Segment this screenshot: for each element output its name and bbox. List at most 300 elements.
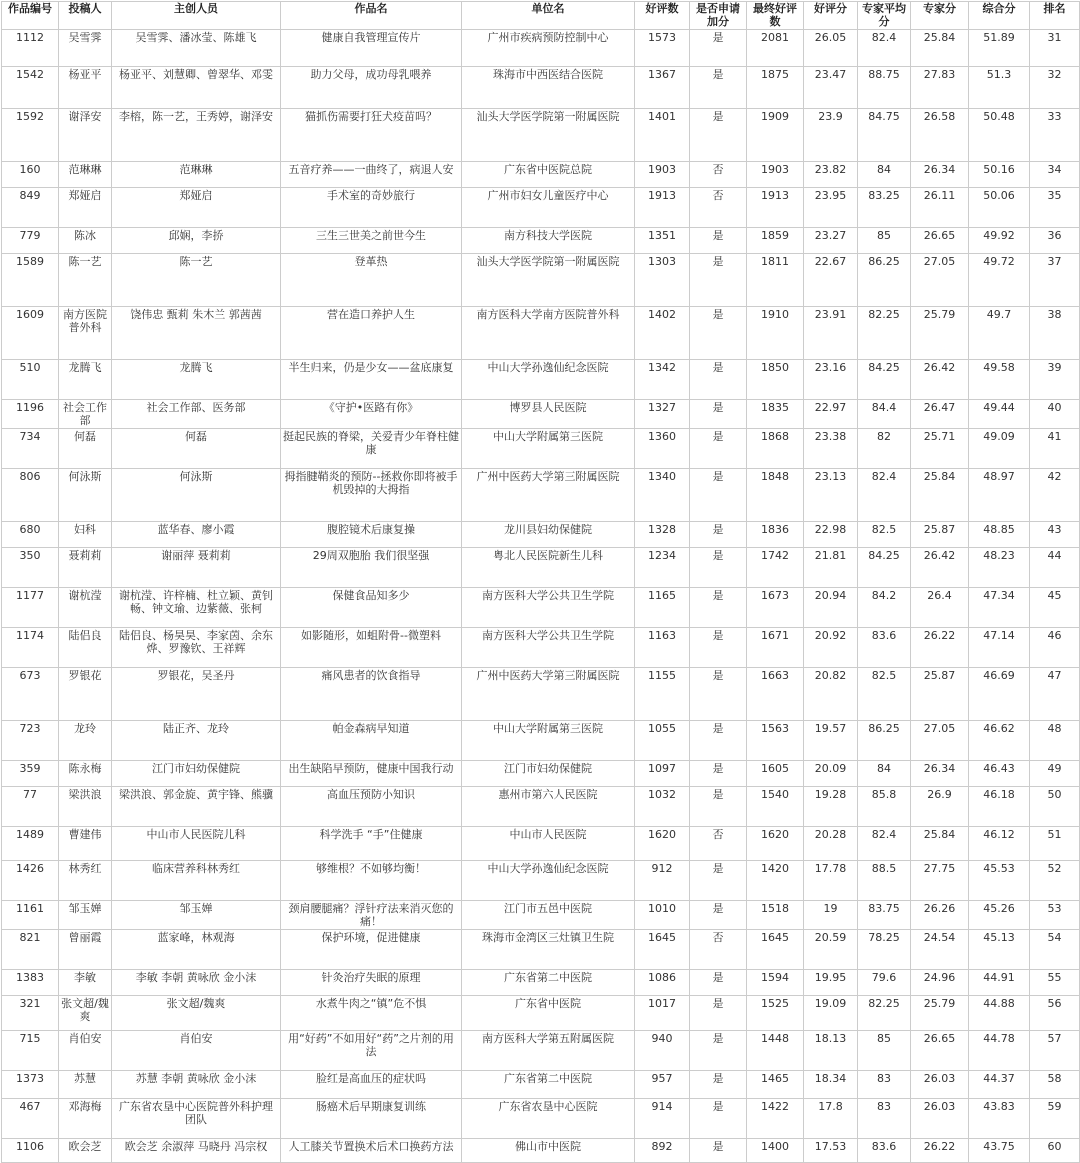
cell-rank: 59 bbox=[1030, 1099, 1080, 1139]
cell-rank: 51 bbox=[1030, 827, 1080, 861]
cell-likes: 892 bbox=[635, 1139, 690, 1163]
cell-likes: 914 bbox=[635, 1099, 690, 1139]
cell-final-likes: 1836 bbox=[747, 522, 804, 548]
cell-final-likes: 1518 bbox=[747, 901, 804, 930]
cell-likes: 1645 bbox=[635, 930, 690, 970]
cell-creators: 龙腾飞 bbox=[112, 360, 281, 400]
table-row bbox=[2, 901, 1080, 930]
cell-expert-avg: 84 bbox=[858, 162, 911, 188]
cell-like-score: 21.81 bbox=[804, 548, 858, 588]
cell-final-likes: 1620 bbox=[747, 827, 804, 861]
cell-final-likes: 1563 bbox=[747, 721, 804, 761]
table-row bbox=[2, 30, 1080, 67]
table-row bbox=[2, 1071, 1080, 1099]
table-row bbox=[2, 522, 1080, 548]
cell-expert-score: 26.58 bbox=[911, 109, 969, 162]
cell-rank: 52 bbox=[1030, 861, 1080, 901]
cell-expert-score: 27.83 bbox=[911, 67, 969, 109]
cell-id: 1177 bbox=[2, 588, 59, 628]
cell-expert-score: 26.9 bbox=[911, 787, 969, 827]
cell-submitter: 谢杭滢 bbox=[59, 588, 112, 628]
cell-bonus: 是 bbox=[690, 307, 747, 360]
cell-expert-score: 25.84 bbox=[911, 827, 969, 861]
cell-expert-score: 26.65 bbox=[911, 1031, 969, 1071]
cell-likes: 1367 bbox=[635, 67, 690, 109]
cell-unit: 江门市妇幼保健院 bbox=[462, 761, 635, 787]
cell-expert-score: 25.84 bbox=[911, 469, 969, 522]
cell-title: 《守护•医路有你》 bbox=[281, 400, 462, 429]
cell-creators: 江门市妇幼保健院 bbox=[112, 761, 281, 787]
cell-unit: 汕头大学医学院第一附属医院 bbox=[462, 109, 635, 162]
cell-total: 44.78 bbox=[969, 1031, 1030, 1071]
table-row bbox=[2, 628, 1080, 668]
cell-expert-avg: 84.25 bbox=[858, 548, 911, 588]
cell-final-likes: 1605 bbox=[747, 761, 804, 787]
cell-unit: 珠海市金湾区三灶镇卫生院 bbox=[462, 930, 635, 970]
cell-rank: 44 bbox=[1030, 548, 1080, 588]
cell-likes: 912 bbox=[635, 861, 690, 901]
cell-unit: 广东省中医院总院 bbox=[462, 162, 635, 188]
cell-expert-score: 26.22 bbox=[911, 628, 969, 668]
cell-likes: 1163 bbox=[635, 628, 690, 668]
cell-bonus: 否 bbox=[690, 827, 747, 861]
cell-expert-score: 24.54 bbox=[911, 930, 969, 970]
cell-expert-score: 25.84 bbox=[911, 30, 969, 67]
cell-expert-score: 26.26 bbox=[911, 901, 969, 930]
cell-submitter: 何磊 bbox=[59, 429, 112, 469]
cell-unit: 广州市妇女儿童医疗中心 bbox=[462, 188, 635, 228]
cell-creators: 吴雪霁、潘冰莹、陈雄飞 bbox=[112, 30, 281, 67]
cell-title: 腹腔镜术后康复操 bbox=[281, 522, 462, 548]
cell-total: 50.48 bbox=[969, 109, 1030, 162]
cell-expert-score: 26.4 bbox=[911, 588, 969, 628]
cell-likes: 1328 bbox=[635, 522, 690, 548]
cell-rank: 39 bbox=[1030, 360, 1080, 400]
cell-submitter: 罗银花 bbox=[59, 668, 112, 721]
cell-id: 359 bbox=[2, 761, 59, 787]
cell-bonus: 否 bbox=[690, 162, 747, 188]
cell-like-score: 22.98 bbox=[804, 522, 858, 548]
table-row bbox=[2, 400, 1080, 429]
cell-rank: 58 bbox=[1030, 1071, 1080, 1099]
cell-id: 1174 bbox=[2, 628, 59, 668]
cell-likes: 1401 bbox=[635, 109, 690, 162]
cell-creators: 饶伟忠 甄莉 朱木兰 郭茜茜 bbox=[112, 307, 281, 360]
cell-creators: 社会工作部、医务部 bbox=[112, 400, 281, 429]
cell-total: 51.3 bbox=[969, 67, 1030, 109]
cell-like-score: 20.94 bbox=[804, 588, 858, 628]
cell-expert-score: 25.79 bbox=[911, 307, 969, 360]
table-row bbox=[2, 188, 1080, 228]
cell-expert-score: 26.65 bbox=[911, 228, 969, 254]
cell-likes: 1903 bbox=[635, 162, 690, 188]
cell-unit: 南方医科大学南方医院普外科 bbox=[462, 307, 635, 360]
cell-like-score: 20.92 bbox=[804, 628, 858, 668]
cell-bonus: 是 bbox=[690, 254, 747, 307]
cell-likes: 1913 bbox=[635, 188, 690, 228]
cell-likes: 1402 bbox=[635, 307, 690, 360]
cell-rank: 37 bbox=[1030, 254, 1080, 307]
cell-title: 五音疗养——一曲终了，病退人安 bbox=[281, 162, 462, 188]
cell-expert-score: 26.34 bbox=[911, 162, 969, 188]
cell-expert-avg: 82.4 bbox=[858, 30, 911, 67]
cell-like-score: 20.09 bbox=[804, 761, 858, 787]
cell-final-likes: 1850 bbox=[747, 360, 804, 400]
cell-likes: 1086 bbox=[635, 970, 690, 996]
table-row bbox=[2, 761, 1080, 787]
cell-unit: 粤北人民医院新生儿科 bbox=[462, 548, 635, 588]
cell-final-likes: 1811 bbox=[747, 254, 804, 307]
cell-unit: 南方科技大学医院 bbox=[462, 228, 635, 254]
cell-expert-avg: 82.25 bbox=[858, 307, 911, 360]
cell-id: 467 bbox=[2, 1099, 59, 1139]
cell-final-likes: 1848 bbox=[747, 469, 804, 522]
cell-likes: 1155 bbox=[635, 668, 690, 721]
cell-unit: 南方医科大学第五附属医院 bbox=[462, 1031, 635, 1071]
cell-likes: 1303 bbox=[635, 254, 690, 307]
cell-unit: 广东省第二中医院 bbox=[462, 970, 635, 996]
cell-total: 44.88 bbox=[969, 996, 1030, 1031]
cell-final-likes: 1525 bbox=[747, 996, 804, 1031]
table-row bbox=[2, 228, 1080, 254]
cell-expert-avg: 84.2 bbox=[858, 588, 911, 628]
table-row bbox=[2, 827, 1080, 861]
cell-expert-score: 26.47 bbox=[911, 400, 969, 429]
cell-creators: 谢杭滢、许梓楠、杜立颖、黄钊畅、钟文瑜、边紫薇、张柯 bbox=[112, 588, 281, 628]
cell-like-score: 20.59 bbox=[804, 930, 858, 970]
cell-rank: 56 bbox=[1030, 996, 1080, 1031]
col-header: 综合分 bbox=[969, 2, 1030, 30]
cell-submitter: 陈冰 bbox=[59, 228, 112, 254]
table-row bbox=[2, 548, 1080, 588]
cell-expert-score: 26.42 bbox=[911, 548, 969, 588]
cell-bonus: 是 bbox=[690, 1139, 747, 1163]
cell-creators: 谢丽萍 聂莉莉 bbox=[112, 548, 281, 588]
cell-likes: 957 bbox=[635, 1071, 690, 1099]
cell-creators: 李榕，陈一艺，王秀婷，谢泽安 bbox=[112, 109, 281, 162]
cell-id: 1106 bbox=[2, 1139, 59, 1163]
cell-bonus: 是 bbox=[690, 429, 747, 469]
cell-id: 849 bbox=[2, 188, 59, 228]
cell-like-score: 23.9 bbox=[804, 109, 858, 162]
cell-submitter: 林秀红 bbox=[59, 861, 112, 901]
col-header: 作品编号 bbox=[2, 2, 59, 30]
cell-rank: 57 bbox=[1030, 1031, 1080, 1071]
cell-id: 779 bbox=[2, 228, 59, 254]
cell-total: 43.75 bbox=[969, 1139, 1030, 1163]
cell-creators: 广东省农垦中心医院普外科护理团队 bbox=[112, 1099, 281, 1139]
cell-unit: 广州中医药大学第三附属医院 bbox=[462, 668, 635, 721]
cell-submitter: 欧会芝 bbox=[59, 1139, 112, 1163]
cell-unit: 广州市疾病预防控制中心 bbox=[462, 30, 635, 67]
cell-bonus: 是 bbox=[690, 30, 747, 67]
cell-unit: 龙川县妇幼保健院 bbox=[462, 522, 635, 548]
cell-total: 50.06 bbox=[969, 188, 1030, 228]
cell-title: 29周双胞胎 我们很坚强 bbox=[281, 548, 462, 588]
cell-submitter: 肖伯安 bbox=[59, 1031, 112, 1071]
cell-submitter: 邹玉婵 bbox=[59, 901, 112, 930]
cell-expert-avg: 85.8 bbox=[858, 787, 911, 827]
table-row bbox=[2, 1139, 1080, 1163]
cell-bonus: 是 bbox=[690, 548, 747, 588]
cell-submitter: 社会工作部 bbox=[59, 400, 112, 429]
cell-bonus: 是 bbox=[690, 228, 747, 254]
cell-creators: 蓝家峰，林观海 bbox=[112, 930, 281, 970]
cell-rank: 48 bbox=[1030, 721, 1080, 761]
cell-likes: 1234 bbox=[635, 548, 690, 588]
cell-expert-score: 26.42 bbox=[911, 360, 969, 400]
cell-likes: 1165 bbox=[635, 588, 690, 628]
cell-final-likes: 1422 bbox=[747, 1099, 804, 1139]
cell-title: 挺起民族的脊梁，关爱青少年脊柱健康 bbox=[281, 429, 462, 469]
cell-id: 715 bbox=[2, 1031, 59, 1071]
cell-unit: 惠州市第六人民医院 bbox=[462, 787, 635, 827]
cell-expert-avg: 83.6 bbox=[858, 628, 911, 668]
cell-submitter: 陈一艺 bbox=[59, 254, 112, 307]
cell-likes: 1327 bbox=[635, 400, 690, 429]
cell-submitter: 陆侣良 bbox=[59, 628, 112, 668]
cell-unit: 广州中医药大学第三附属医院 bbox=[462, 469, 635, 522]
cell-title: 用“好药”不如用好“药”之片剂的用法 bbox=[281, 1031, 462, 1071]
cell-total: 43.83 bbox=[969, 1099, 1030, 1139]
cell-likes: 940 bbox=[635, 1031, 690, 1071]
cell-id: 77 bbox=[2, 787, 59, 827]
cell-like-score: 19.57 bbox=[804, 721, 858, 761]
cell-creators: 陆正齐、龙玲 bbox=[112, 721, 281, 761]
cell-expert-score: 24.96 bbox=[911, 970, 969, 996]
cell-submitter: 李敏 bbox=[59, 970, 112, 996]
cell-total: 45.53 bbox=[969, 861, 1030, 901]
cell-total: 49.7 bbox=[969, 307, 1030, 360]
cell-like-score: 23.16 bbox=[804, 360, 858, 400]
cell-id: 806 bbox=[2, 469, 59, 522]
cell-final-likes: 1875 bbox=[747, 67, 804, 109]
cell-expert-avg: 84 bbox=[858, 761, 911, 787]
cell-like-score: 23.27 bbox=[804, 228, 858, 254]
col-header: 专家分 bbox=[911, 2, 969, 30]
col-header: 好评分 bbox=[804, 2, 858, 30]
cell-like-score: 22.67 bbox=[804, 254, 858, 307]
cell-bonus: 是 bbox=[690, 588, 747, 628]
table-row bbox=[2, 930, 1080, 970]
cell-submitter: 龙玲 bbox=[59, 721, 112, 761]
table-row bbox=[2, 429, 1080, 469]
cell-like-score: 17.53 bbox=[804, 1139, 858, 1163]
cell-total: 47.34 bbox=[969, 588, 1030, 628]
cell-bonus: 是 bbox=[690, 901, 747, 930]
cell-submitter: 谢泽安 bbox=[59, 109, 112, 162]
cell-likes: 1620 bbox=[635, 827, 690, 861]
cell-title: 猫抓伤需要打狂犬疫苗吗？ bbox=[281, 109, 462, 162]
cell-submitter: 梁洪浪 bbox=[59, 787, 112, 827]
cell-expert-score: 26.34 bbox=[911, 761, 969, 787]
cell-total: 44.37 bbox=[969, 1071, 1030, 1099]
cell-total: 49.09 bbox=[969, 429, 1030, 469]
cell-submitter: 陈永梅 bbox=[59, 761, 112, 787]
cell-id: 1592 bbox=[2, 109, 59, 162]
cell-submitter: 杨亚平 bbox=[59, 67, 112, 109]
cell-final-likes: 1835 bbox=[747, 400, 804, 429]
cell-like-score: 23.47 bbox=[804, 67, 858, 109]
cell-creators: 罗银花，吴圣丹 bbox=[112, 668, 281, 721]
cell-final-likes: 1645 bbox=[747, 930, 804, 970]
cell-bonus: 是 bbox=[690, 721, 747, 761]
cell-rank: 45 bbox=[1030, 588, 1080, 628]
cell-rank: 46 bbox=[1030, 628, 1080, 668]
cell-id: 160 bbox=[2, 162, 59, 188]
cell-like-score: 17.8 bbox=[804, 1099, 858, 1139]
cell-creators: 邱娴，李挢 bbox=[112, 228, 281, 254]
cell-creators: 邹玉婵 bbox=[112, 901, 281, 930]
cell-expert-avg: 83 bbox=[858, 1099, 911, 1139]
cell-total: 46.43 bbox=[969, 761, 1030, 787]
table-row bbox=[2, 469, 1080, 522]
cell-bonus: 是 bbox=[690, 970, 747, 996]
cell-creators: 临床营养科林秀红 bbox=[112, 861, 281, 901]
cell-rank: 40 bbox=[1030, 400, 1080, 429]
col-header: 专家平均分 bbox=[858, 2, 911, 30]
cell-final-likes: 1903 bbox=[747, 162, 804, 188]
cell-bonus: 是 bbox=[690, 787, 747, 827]
cell-expert-score: 26.11 bbox=[911, 188, 969, 228]
cell-expert-avg: 84.25 bbox=[858, 360, 911, 400]
cell-expert-avg: 88.5 bbox=[858, 861, 911, 901]
cell-unit: 中山大学附属第三医院 bbox=[462, 429, 635, 469]
cell-total: 45.13 bbox=[969, 930, 1030, 970]
cell-submitter: 龙腾飞 bbox=[59, 360, 112, 400]
cell-rank: 38 bbox=[1030, 307, 1080, 360]
cell-title: 保护环境，促进健康 bbox=[281, 930, 462, 970]
cell-rank: 42 bbox=[1030, 469, 1080, 522]
cell-like-score: 19.95 bbox=[804, 970, 858, 996]
cell-title: 水煮牛肉之“镇”危不惧 bbox=[281, 996, 462, 1031]
cell-like-score: 26.05 bbox=[804, 30, 858, 67]
cell-like-score: 20.82 bbox=[804, 668, 858, 721]
cell-total: 49.92 bbox=[969, 228, 1030, 254]
cell-rank: 47 bbox=[1030, 668, 1080, 721]
cell-id: 1383 bbox=[2, 970, 59, 996]
cell-bonus: 是 bbox=[690, 628, 747, 668]
cell-title: 帕金森病早知道 bbox=[281, 721, 462, 761]
cell-title: 针灸治疗失眠的原理 bbox=[281, 970, 462, 996]
table-row bbox=[2, 1099, 1080, 1139]
cell-bonus: 是 bbox=[690, 861, 747, 901]
cell-total: 44.91 bbox=[969, 970, 1030, 996]
cell-bonus: 否 bbox=[690, 188, 747, 228]
cell-expert-avg: 88.75 bbox=[858, 67, 911, 109]
cell-title: 手术室的奇妙旅行 bbox=[281, 188, 462, 228]
cell-submitter: 邓海梅 bbox=[59, 1099, 112, 1139]
cell-unit: 佛山市中医院 bbox=[462, 1139, 635, 1163]
cell-likes: 1360 bbox=[635, 429, 690, 469]
cell-final-likes: 1594 bbox=[747, 970, 804, 996]
cell-id: 723 bbox=[2, 721, 59, 761]
table-row bbox=[2, 307, 1080, 360]
cell-final-likes: 1420 bbox=[747, 861, 804, 901]
cell-unit: 广东省农垦中心医院 bbox=[462, 1099, 635, 1139]
col-header: 排名 bbox=[1030, 2, 1080, 30]
cell-total: 51.89 bbox=[969, 30, 1030, 67]
cell-rank: 60 bbox=[1030, 1139, 1080, 1163]
cell-final-likes: 2081 bbox=[747, 30, 804, 67]
cell-total: 46.12 bbox=[969, 827, 1030, 861]
cell-title: 保健食品知多少 bbox=[281, 588, 462, 628]
cell-rank: 34 bbox=[1030, 162, 1080, 188]
table-row bbox=[2, 787, 1080, 827]
col-header: 单位名 bbox=[462, 2, 635, 30]
cell-id: 673 bbox=[2, 668, 59, 721]
cell-rank: 43 bbox=[1030, 522, 1080, 548]
table-row bbox=[2, 861, 1080, 901]
cell-expert-avg: 84.75 bbox=[858, 109, 911, 162]
cell-rank: 36 bbox=[1030, 228, 1080, 254]
cell-expert-score: 25.79 bbox=[911, 996, 969, 1031]
cell-id: 1112 bbox=[2, 30, 59, 67]
cell-expert-score: 26.03 bbox=[911, 1099, 969, 1139]
cell-like-score: 17.78 bbox=[804, 861, 858, 901]
cell-id: 680 bbox=[2, 522, 59, 548]
cell-like-score: 23.82 bbox=[804, 162, 858, 188]
cell-title: 登革热 bbox=[281, 254, 462, 307]
cell-expert-avg: 82 bbox=[858, 429, 911, 469]
table-row bbox=[2, 721, 1080, 761]
cell-expert-avg: 82.5 bbox=[858, 668, 911, 721]
cell-expert-avg: 85 bbox=[858, 1031, 911, 1071]
cell-rank: 35 bbox=[1030, 188, 1080, 228]
cell-total: 48.85 bbox=[969, 522, 1030, 548]
col-header: 最终好评数 bbox=[747, 2, 804, 30]
cell-total: 48.97 bbox=[969, 469, 1030, 522]
cell-rank: 49 bbox=[1030, 761, 1080, 787]
cell-likes: 1017 bbox=[635, 996, 690, 1031]
cell-expert-score: 26.03 bbox=[911, 1071, 969, 1099]
cell-expert-score: 25.71 bbox=[911, 429, 969, 469]
cell-unit: 中山市人民医院 bbox=[462, 827, 635, 861]
cell-expert-score: 25.87 bbox=[911, 522, 969, 548]
cell-expert-avg: 83.6 bbox=[858, 1139, 911, 1163]
cell-creators: 欧会芝 余淑萍 马晓丹 冯宗权 bbox=[112, 1139, 281, 1163]
cell-submitter: 聂莉莉 bbox=[59, 548, 112, 588]
cell-submitter: 吴雪霁 bbox=[59, 30, 112, 67]
cell-creators: 何磊 bbox=[112, 429, 281, 469]
cell-expert-avg: 86.25 bbox=[858, 721, 911, 761]
cell-id: 321 bbox=[2, 996, 59, 1031]
cell-id: 1196 bbox=[2, 400, 59, 429]
cell-id: 734 bbox=[2, 429, 59, 469]
cell-creators: 张文超/魏爽 bbox=[112, 996, 281, 1031]
cell-total: 46.62 bbox=[969, 721, 1030, 761]
cell-expert-score: 27.05 bbox=[911, 721, 969, 761]
header-row bbox=[2, 2, 1080, 30]
cell-final-likes: 1448 bbox=[747, 1031, 804, 1071]
cell-expert-avg: 83.25 bbox=[858, 188, 911, 228]
cell-creators: 范琳琳 bbox=[112, 162, 281, 188]
cell-submitter: 曹建伟 bbox=[59, 827, 112, 861]
col-header: 主创人员 bbox=[112, 2, 281, 30]
cell-unit: 中山大学孙逸仙纪念医院 bbox=[462, 360, 635, 400]
cell-id: 1589 bbox=[2, 254, 59, 307]
cell-title: 助力父母，成功母乳喂养 bbox=[281, 67, 462, 109]
cell-unit: 珠海市中西医结合医院 bbox=[462, 67, 635, 109]
cell-total: 49.44 bbox=[969, 400, 1030, 429]
cell-expert-avg: 82.5 bbox=[858, 522, 911, 548]
cell-likes: 1055 bbox=[635, 721, 690, 761]
cell-expert-avg: 79.6 bbox=[858, 970, 911, 996]
cell-id: 821 bbox=[2, 930, 59, 970]
cell-title: 营在造口养护人生 bbox=[281, 307, 462, 360]
cell-unit: 江门市五邑中医院 bbox=[462, 901, 635, 930]
table-row bbox=[2, 970, 1080, 996]
